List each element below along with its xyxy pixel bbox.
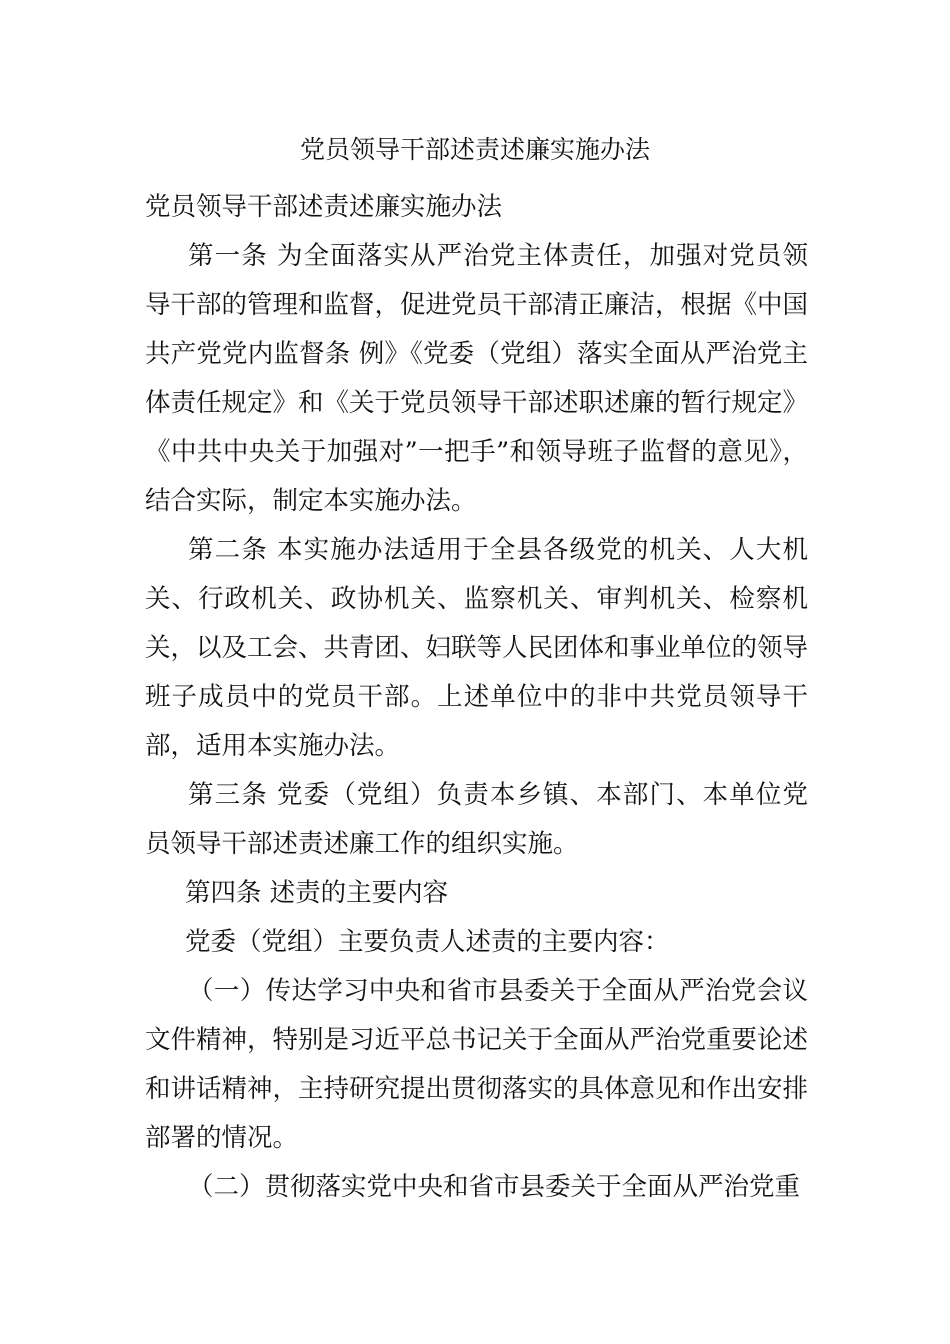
paragraph-item-1: （一）传达学习中央和省市县委关于全面从严治党会议文件精神，特别是习近平总书记关于全面从严治党重要论述和讲话精神，主持研究提出贯彻落实的具体意见和作出安排部署的情况。	[145, 976, 809, 1153]
document-subtitle: 党员领导干部述责述廉实施办法	[145, 192, 503, 222]
document-title: 党员领导干部述责述廉实施办法	[299, 135, 650, 164]
paragraph-party-secretary-duties: 党委（党组）主要负责人述责的主要内容：	[185, 927, 670, 957]
paragraph-article-4-heading: 第四条 述责的主要内容	[185, 878, 449, 908]
paragraph-item-2: （二）贯彻落实党中央和省市县委关于全面从严治党重	[188, 1172, 801, 1202]
paragraph-article-3: 第三条 党委（党组）负责本乡镇、本部门、本单位党员领导干部述责述廉工作的组织实施。	[145, 780, 808, 859]
paragraph-article-2: 第二条 本实施办法适用于全县各级党的机关、人大机关、行政机关、政协机关、监察机关、审判机关、检察机关，以及工会、共青团、妇联等人民团体和事业单位的领导班子成员中的党员干部。上述单位中的非中共党员领导干部，适用本实施办法。	[145, 535, 809, 761]
document-body	[145, 183, 808, 1212]
paragraph-article-1: 第一条 为全面落实从严治党主体责任，加强对党员领导干部的管理和监督，促进党员干部清正廉洁，根据《中国共产党党内监督条 例》《党委（党组）落实全面从严治党主体责任规定》和《关于党员领导干部述职述廉的暂行规定》《中共中央关于加强对”一把手”和领导班子监督的意见》，结合实际，制定本实施办法。	[145, 241, 809, 516]
